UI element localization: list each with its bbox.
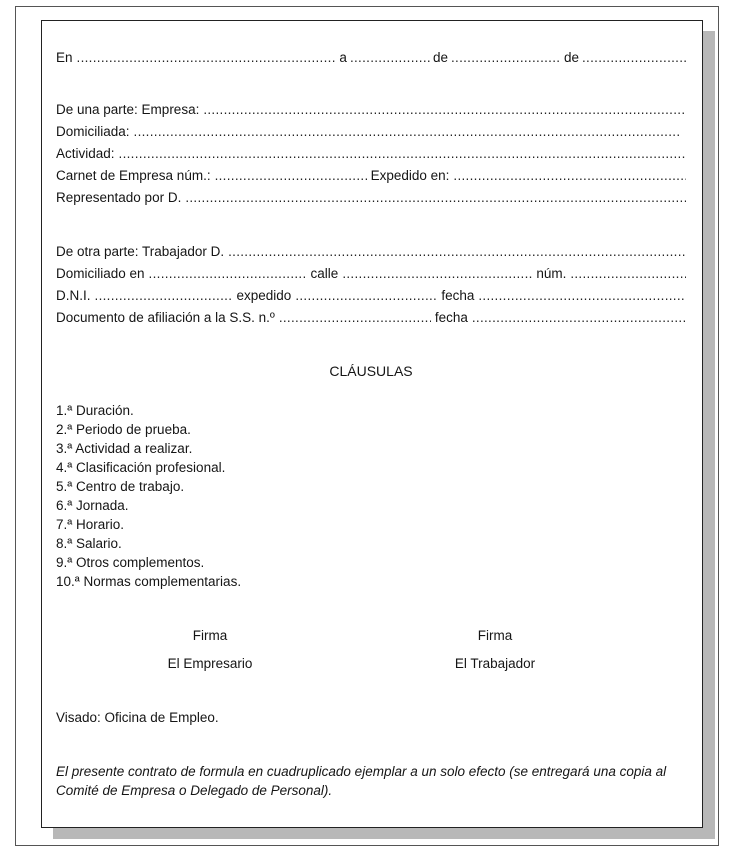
trabajador-blank	[228, 244, 686, 260]
representado-label: Representado por D.	[56, 190, 182, 205]
domiciliada-label: Domiciliada:	[56, 124, 130, 139]
clause-item: 9.ª Otros complementos.	[56, 555, 205, 570]
actividad-blank	[119, 146, 686, 162]
calle-label: calle	[310, 266, 339, 281]
trabajador-line	[56, 240, 686, 260]
clause-item: 5.ª Centro de trabajo.	[56, 479, 185, 494]
clause-item: 3.ª Actividad a realizar.	[56, 441, 193, 456]
afiliacion-blank	[279, 310, 431, 326]
de-label-2: de	[563, 50, 579, 65]
domiciliado-blank	[149, 266, 307, 282]
clausulas-title: CLÁUSULAS	[329, 363, 413, 379]
domiciliado-line	[56, 262, 686, 282]
representado-blank	[185, 190, 686, 206]
domiciliada-blank	[134, 124, 680, 140]
carnet-blank	[215, 168, 367, 184]
calle-blank	[342, 266, 532, 282]
expedido-blank	[295, 288, 437, 304]
place-date-line	[56, 46, 686, 66]
clause-item: 8.ª Salario.	[56, 536, 122, 551]
dni-blank	[95, 288, 233, 304]
carnet-line	[56, 164, 686, 184]
trabajador-label: De otra parte: Trabajador D.	[56, 244, 225, 259]
month-blank	[451, 50, 561, 66]
clause-item: 7.ª Horario.	[56, 517, 125, 532]
en-label: En	[56, 50, 73, 65]
el-trabajador-label: El Trabajador	[454, 656, 536, 671]
clause-item: 4.ª Clasificación profesional.	[56, 460, 226, 475]
day-blank	[350, 50, 430, 66]
afiliacion-line	[56, 306, 686, 326]
footnote: El presente contrato de formula en cuadruplicado ejemplar a un solo efecto (se entregará una copia al Comité de Empresa o Delegado de Personal).	[56, 764, 667, 798]
de-label-1: de	[432, 50, 448, 65]
fecha-label-1: fecha	[441, 288, 475, 303]
visado-line: Visado: Oficina de Empleo.	[56, 710, 219, 725]
clause-item: 6.ª Jornada.	[56, 498, 129, 513]
empresa-label: De una parte: Empresa:	[56, 102, 200, 117]
carnet-label: Carnet de Empresa núm.:	[56, 168, 211, 183]
expedido-en-blank	[453, 168, 686, 184]
el-empresario-label: El Empresario	[167, 656, 253, 671]
a-label: a	[339, 50, 347, 65]
firma-empresario: Firma	[192, 628, 228, 643]
place-blank	[77, 50, 337, 66]
dni-line	[56, 284, 686, 304]
afiliacion-label: Documento de afiliación a la S.S. n.º	[56, 310, 275, 325]
expedido-en-label: Expedido en:	[370, 168, 450, 183]
actividad-label: Actividad:	[56, 146, 115, 161]
num-blank	[570, 266, 686, 282]
representado-line	[56, 186, 686, 206]
domiciliada-line	[56, 120, 686, 140]
num-label: núm.	[536, 266, 567, 281]
clause-item: 10.ª Normas complementarias.	[56, 574, 242, 589]
expedido-label: expedido	[236, 288, 292, 303]
dni-label: D.N.I.	[56, 288, 91, 303]
firma-trabajador: Firma	[477, 628, 513, 643]
clause-item: 2.ª Periodo de prueba.	[56, 422, 191, 437]
year-blank	[582, 50, 686, 66]
actividad-line	[56, 142, 686, 162]
domiciliado-label: Domiciliado en	[56, 266, 145, 281]
empresa-line	[56, 98, 686, 118]
fecha-blank-1	[478, 288, 686, 304]
fecha-blank-2	[472, 310, 686, 326]
fecha-label-2: fecha	[434, 310, 468, 325]
empresa-blank	[203, 102, 686, 118]
clause-item: 1.ª Duración.	[56, 403, 134, 418]
